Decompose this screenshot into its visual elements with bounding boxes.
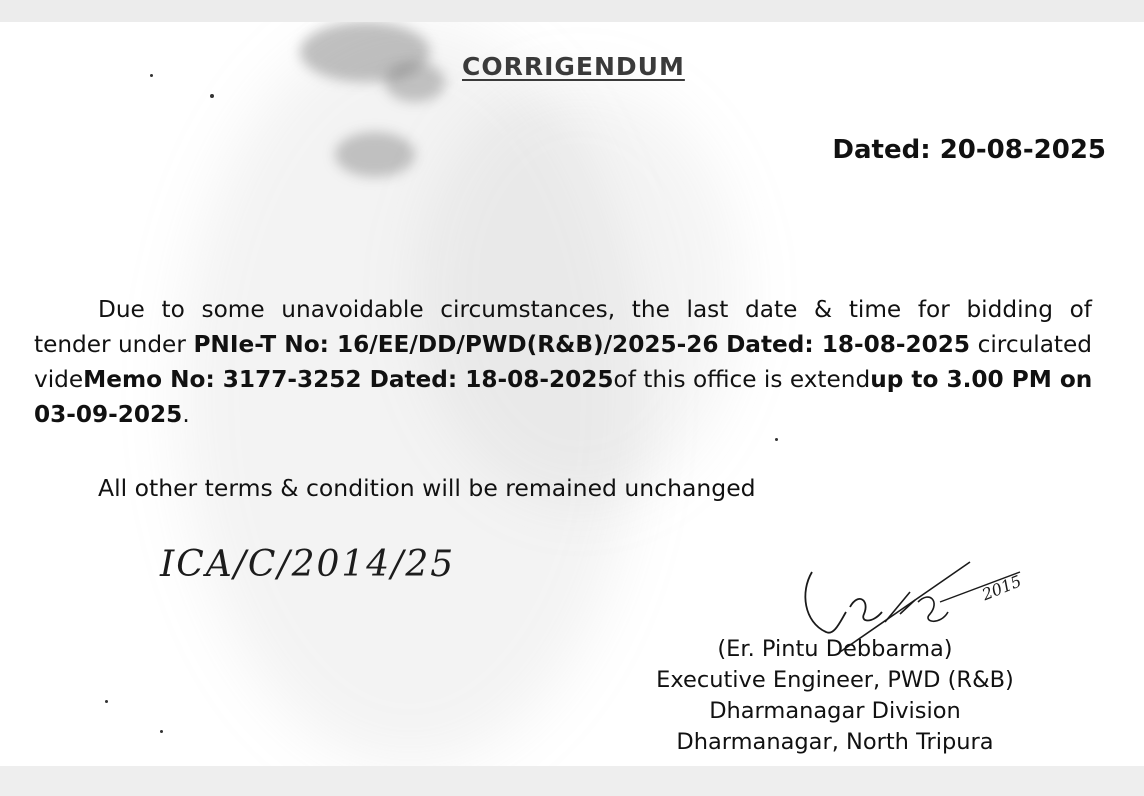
signature-stroke — [805, 572, 846, 633]
line2-lead: tender under — [34, 331, 186, 358]
signatory-block — [620, 634, 1050, 758]
ink-smudge — [335, 132, 415, 177]
memo-number: Memo No: 3177-3252 Dated: 18-08-2025 — [83, 366, 614, 393]
signatory-location: Dharmanagar, North Tripura — [676, 729, 994, 755]
corrigendum-paragraph — [34, 292, 1092, 432]
signature-note-text: 2015 — [979, 571, 1025, 605]
paragraph-line-4 — [34, 397, 1092, 432]
signature-stroke — [885, 592, 915, 622]
word: time — [848, 296, 902, 323]
line3-lead: vide — [34, 366, 84, 393]
line4-punct: . — [182, 401, 190, 428]
word: circumstances, — [440, 296, 616, 323]
speck — [150, 74, 153, 77]
document-title: CORRIGENDUM — [462, 52, 685, 81]
word: & — [814, 296, 833, 323]
ink-smudge — [300, 22, 430, 82]
terms-statement: All other terms & condition will be remained unchanged — [98, 474, 756, 502]
word: bidding — [966, 296, 1053, 323]
signature-stroke — [850, 599, 882, 621]
tender-number: PNIe-T No: 16/EE/DD/PWD(R&B)/2025-26 — [193, 331, 719, 358]
tender-dated: Dated: 18-08-2025 — [726, 331, 971, 358]
signatory-designation: Executive Engineer, PWD (R&B) — [656, 667, 1014, 693]
scan-bottom-margin — [0, 766, 1144, 796]
word: Due — [98, 296, 145, 323]
speck — [775, 438, 778, 441]
document-date — [832, 135, 1106, 165]
word: date — [745, 296, 798, 323]
extended-date: 03-09-2025 — [34, 401, 183, 428]
word: for — [917, 296, 950, 323]
word: some — [201, 296, 265, 323]
dated-value: 20-08-2025 — [939, 135, 1106, 165]
speck — [210, 94, 214, 98]
handwritten-reference: ICA/C/2014/25 — [160, 544, 456, 585]
line3-middle: of this office is extend — [613, 366, 871, 393]
line2-tail: circulated — [977, 331, 1092, 358]
speck — [160, 730, 163, 733]
dated-label: Dated: — [832, 135, 931, 165]
paragraph-line-2 — [34, 327, 1092, 362]
word: of — [1069, 296, 1092, 323]
ink-smudge — [385, 62, 445, 102]
signatory-name: (Er. Pintu Debbarma) — [717, 636, 953, 662]
paragraph-line-1 — [34, 292, 1092, 327]
speck — [105, 700, 108, 703]
word: unavoidable — [281, 296, 424, 323]
word: last — [686, 296, 729, 323]
paragraph-line-3 — [34, 362, 1092, 397]
extension-time: up to 3.00 PM on — [870, 366, 1093, 393]
signatory-division: Dharmanagar Division — [709, 698, 961, 724]
word: the — [631, 296, 670, 323]
document-sheet — [0, 22, 1144, 766]
word: to — [161, 296, 185, 323]
